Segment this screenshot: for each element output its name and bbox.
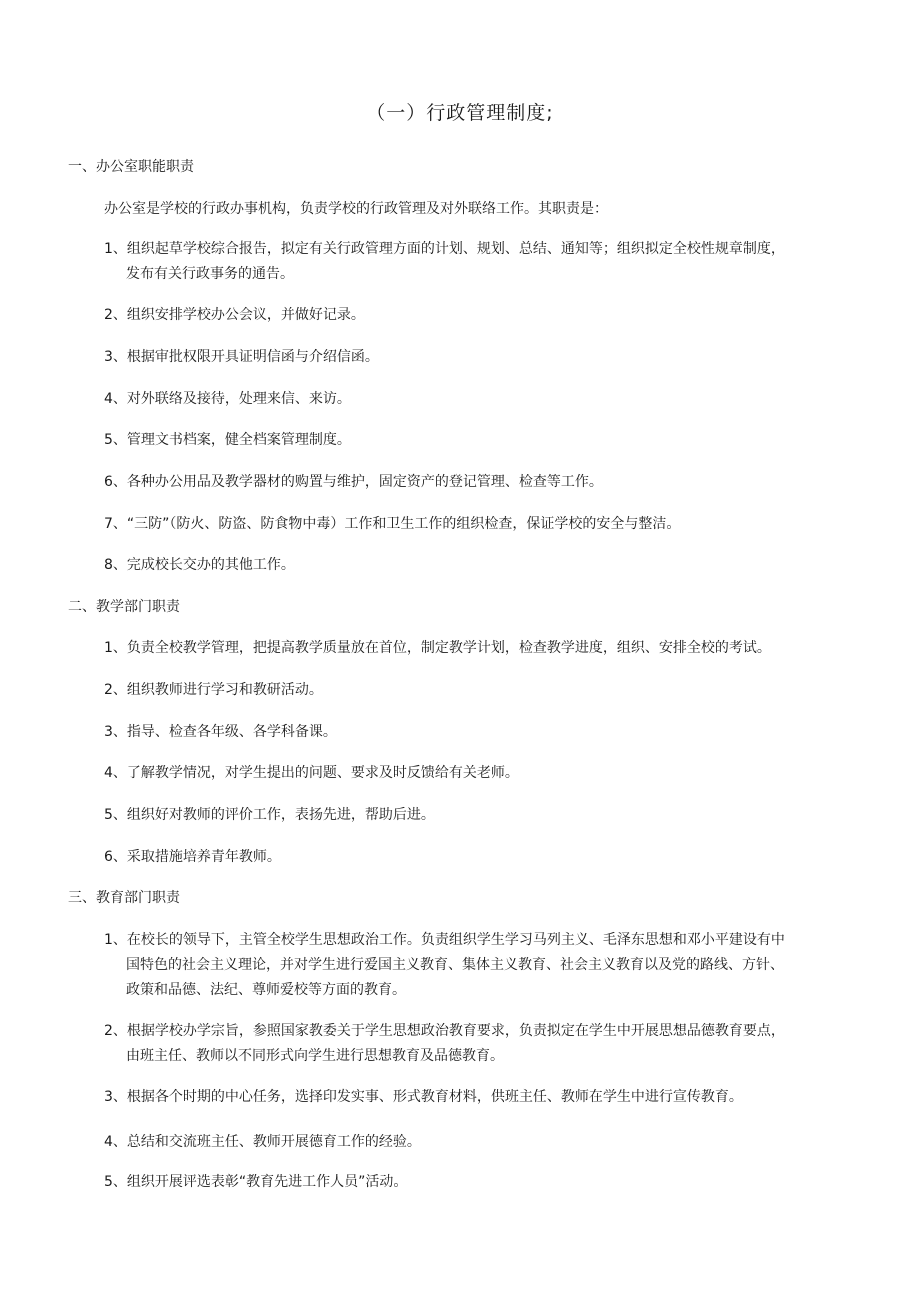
list-item [104, 470, 864, 495]
list-item [104, 720, 864, 745]
list-item [104, 303, 864, 328]
document-title: （一）行政管理制度; [366, 102, 554, 124]
item-line: 7、“三防”（防火、防盗、防食物中毒）工作和卫生工作的组织检查，保证学校的安全与整洁。 [104, 516, 681, 532]
item-line: 5、管理文书档案，健全档案管理制度。 [104, 432, 351, 448]
item-line: 4、对外联络及接待，处理来信、来访。 [104, 391, 351, 407]
list-item [104, 428, 864, 453]
list-item [104, 1085, 864, 1110]
item-line: 2、组织安排学校办公会议，并做好记录。 [104, 307, 365, 323]
list-item [104, 636, 864, 661]
list-item [104, 761, 864, 786]
item-line: 5、组织好对教师的评价工作，表扬先进，帮助后进。 [104, 807, 435, 823]
list-item [104, 1130, 864, 1155]
list-item [104, 512, 864, 537]
list-item [104, 1019, 864, 1069]
list-item [104, 845, 864, 870]
item-line: 由班主任、教师以不同形式向学生进行思想教育及品德教育。 [126, 1048, 504, 1064]
list-item [104, 803, 864, 828]
item-line: 1、在校长的领导下，主管全校学生思想政治工作。负责组织学生学习马列主义、毛泽东思想和邓小平建设有中 [104, 932, 785, 948]
section-heading: 一、办公室职能职责 [68, 159, 194, 175]
item-line: 6、各种办公用品及教学器材的购置与维护，固定资产的登记管理、检查等工作。 [104, 474, 603, 490]
section-intro: 办公室是学校的行政办事机构，负责学校的行政管理及对外联络工作。其职责是： [104, 201, 608, 217]
item-line: 3、指导、检查各年级、各学科备课。 [104, 724, 337, 740]
item-line: 5、组织开展评选表彰“教育先进工作人员”活动。 [104, 1174, 408, 1190]
list-item [104, 1170, 864, 1195]
item-line: 发布有关行政事务的通告。 [126, 266, 294, 282]
list-item [104, 553, 864, 578]
item-line: 1、组织起草学校综合报告，拟定有关行政管理方面的计划、规划、总结、通知等；组织拟定全校性规章制度， [104, 241, 785, 257]
item-line: 2、组织教师进行学习和教研活动。 [104, 682, 323, 698]
item-line: 6、采取措施培养青年教师。 [104, 849, 281, 865]
item-line: 1、负责全校教学管理，把提高教学质量放在首位，制定教学计划，检查教学进度，组织、安排全校的考试。 [104, 640, 771, 656]
item-line: 政策和品德、法纪、尊师爱校等方面的教育。 [126, 982, 406, 998]
list-item [104, 678, 864, 703]
list-item [104, 345, 864, 370]
section-heading: 三、教育部门职责 [68, 890, 180, 906]
item-line: 4、了解教学情况，对学生提出的问题、要求及时反馈给有关老师。 [104, 765, 519, 781]
item-line: 2、根据学校办学宗旨，参照国家教委关于学生思想政治教育要求，负责拟定在学生中开展思想品德教育要点， [104, 1023, 785, 1039]
item-line: 8、完成校长交办的其他工作。 [104, 557, 295, 573]
item-line: 4、总结和交流班主任、教师开展德育工作的经验。 [104, 1134, 421, 1150]
list-item [104, 387, 864, 412]
item-line: 3、根据审批权限开具证明信函与介绍信函。 [104, 349, 379, 365]
list-item [104, 237, 864, 287]
list-item [104, 928, 864, 1003]
item-line: 国特色的社会主义理论，并对学生进行爱国主义教育、集体主义教育、社会主义教育以及党的路线、方针、 [126, 957, 784, 973]
section-heading: 二、教学部门职责 [68, 599, 180, 615]
item-line: 3、根据各个时期的中心任务，选择印发实事、形式教育材料，供班主任、教师在学生中进行宣传教育。 [104, 1089, 743, 1105]
